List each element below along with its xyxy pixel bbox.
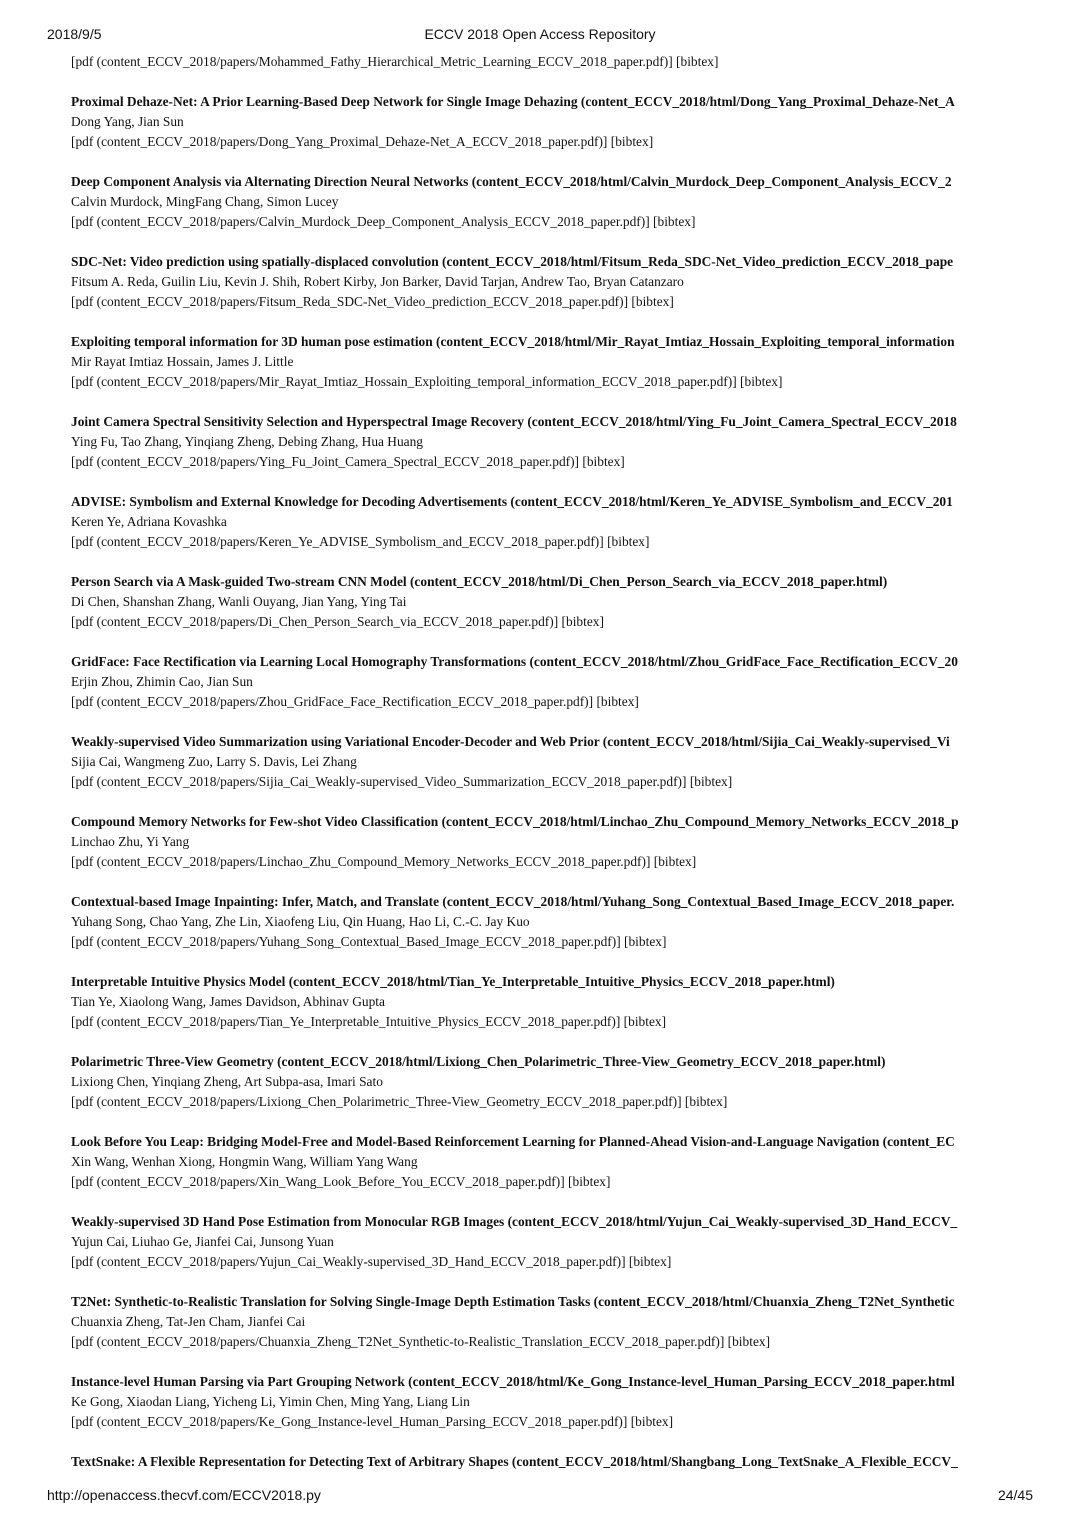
paper-title-link[interactable]: Weakly-supervised Video Summarization using Variational Encoder-Decoder and Web Prior (content_ECCV_2018/html/Sijia_Cai_Weakly-supervised_Vi [71, 734, 950, 749]
page-url: http://openaccess.thecvf.com/ECCV2018.py [47, 1487, 321, 1503]
pdf-link[interactable]: [pdf (content_ECCV_2018/papers/Ying_Fu_Joint_Camera_Spectral_ECCV_2018_paper.pdf)] [71, 454, 580, 469]
paper-entry [71, 1212, 1031, 1272]
bibtex-link[interactable]: [bibtex] [653, 214, 696, 229]
paper-entry [71, 252, 1031, 312]
pdf-link[interactable]: [pdf (content_ECCV_2018/papers/Linchao_Zhu_Compound_Memory_Networks_ECCV_2018_paper.pdf)] [71, 854, 651, 869]
paper-entry [71, 92, 1031, 152]
pdf-line [71, 692, 1031, 712]
paper-title-link[interactable]: Exploiting temporal information for 3D human pose estimation (content_ECCV_2018/html/Mir_Rayat_Imtiaz_Hossain_Exploiting_temporal_information [71, 334, 955, 349]
pdf-link[interactable]: [pdf (content_ECCV_2018/papers/Tian_Ye_Interpretable_Intuitive_Physics_ECCV_2018_paper.pdf)] [71, 1014, 621, 1029]
paper-title-link[interactable]: SDC-Net: Video prediction using spatially-displaced convolution (content_ECCV_2018/html/Fitsum_Reda_SDC-Net_Video_prediction_ECCV_2018_pape [71, 254, 954, 269]
bibtex-link[interactable]: [bibtex] [653, 854, 697, 869]
paper-authors: Yuhang Song, Chao Yang, Zhe Lin, Xiaofeng Liu, Qin Huang, Hao Li, C.-C. Jay Kuo [71, 914, 530, 929]
paper-entry [71, 1372, 1031, 1432]
pdf-link[interactable]: [pdf (content_ECCV_2018/papers/Lixiong_Chen_Polarimetric_Three-View_Geometry_ECCV_2018_paper.pdf)] [71, 1094, 682, 1109]
bibtex-link[interactable]: [bibtex] [631, 294, 674, 309]
pdf-line [71, 1252, 1031, 1272]
paper-authors: Lixiong Chen, Yinqiang Zheng, Art Subpa-asa, Imari Sato [71, 1074, 383, 1089]
pdf-link[interactable]: [pdf (content_ECCV_2018/papers/Di_Chen_Person_Search_via_ECCV_2018_paper.pdf)] [71, 614, 559, 629]
paper-title-link[interactable]: ADVISE: Symbolism and External Knowledge for Decoding Advertisements (content_ECCV_2018/html/Keren_Ye_ADVISE_Symbolism_and_ECCV_201 [71, 494, 953, 509]
paper-title-link[interactable]: Person Search via A Mask-guided Two-stream CNN Model (content_ECCV_2018/html/Di_Chen_Person_Search_via_ECCV_2018_paper.html) [71, 574, 888, 589]
bibtex-link[interactable]: [bibtex] [607, 534, 650, 549]
bibtex-link[interactable]: [bibtex] [582, 454, 625, 469]
paper-entry [71, 572, 1031, 632]
paper-title-link[interactable]: Interpretable Intuitive Physics Model (content_ECCV_2018/html/Tian_Ye_Interpretable_Intuitive_Physics_ECCV_2018_paper.html) [71, 974, 835, 989]
paper-authors: Keren Ye, Adriana Kovashka [71, 514, 227, 529]
paper-entry [71, 1292, 1031, 1352]
bibtex-link[interactable]: [bibtex] [630, 1414, 674, 1429]
paper-authors: Xin Wang, Wenhan Xiong, Hongmin Wang, William Yang Wang [71, 1154, 418, 1169]
pdf-line [71, 932, 1031, 952]
paper-list [71, 52, 1031, 1472]
pdf-line [71, 1172, 1031, 1192]
bibtex-link[interactable]: [bibtex] [628, 1254, 672, 1269]
paper-entry [71, 1052, 1031, 1112]
paper-entry [71, 1132, 1031, 1192]
paper-title-link[interactable]: Polarimetric Three-View Geometry (content_ECCV_2018/html/Lixiong_Chen_Polarimetric_Three-View_Geometry_ECCV_2018_paper.html) [71, 1054, 886, 1069]
paper-title-link[interactable]: GridFace: Face Rectification via Learning Local Homography Transformations (content_ECCV_2018/html/Zhou_GridFace_Face_Rectification_ECCV_20 [71, 654, 958, 669]
paper-authors: Calvin Murdock, MingFang Chang, Simon Lucey [71, 194, 339, 209]
pdf-link[interactable]: [pdf (content_ECCV_2018/papers/Ke_Gong_Instance-level_Human_Parsing_ECCV_2018_paper.pdf)] [71, 1414, 628, 1429]
bibtex-link[interactable]: [bibtex] [623, 1014, 667, 1029]
pdf-link[interactable]: [pdf (content_ECCV_2018/papers/Calvin_Murdock_Deep_Component_Analysis_ECCV_2018_paper.pdf)] [71, 214, 650, 229]
paper-entry [71, 332, 1031, 392]
paper-entry [71, 892, 1031, 952]
pdf-line [71, 132, 1031, 152]
pdf-link[interactable]: [pdf (content_ECCV_2018/papers/Sijia_Cai_Weakly-supervised_Video_Summarization_ECCV_2018_paper.pdf)] [71, 774, 687, 789]
paper-title-link[interactable]: Contextual-based Image Inpainting: Infer, Match, and Translate (content_ECCV_2018/html/Yuhang_Song_Contextual_Based_Image_ECCV_2018_paper. [71, 894, 955, 909]
paper-authors: Dong Yang, Jian Sun [71, 114, 184, 129]
paper-authors: Ke Gong, Xiaodan Liang, Yicheng Li, Yimin Chen, Ming Yang, Liang Lin [71, 1394, 470, 1409]
paper-title-link[interactable]: Joint Camera Spectral Sensitivity Selection and Hyperspectral Image Recovery (content_ECCV_2018/html/Ying_Fu_Joint_Camera_Spectral_ECCV_2018 [71, 414, 957, 429]
paper-title-link[interactable]: Look Before You Leap: Bridging Model-Free and Model-Based Reinforcement Learning for Planned-Ahead Vision-and-Language Navigation (content_EC [71, 1134, 955, 1149]
paper-entry [71, 732, 1031, 792]
pdf-line [71, 1012, 1031, 1032]
paper-entry [71, 172, 1031, 232]
paper-title-link[interactable]: Weakly-supervised 3D Hand Pose Estimation from Monocular RGB Images (content_ECCV_2018/html/Yujun_Cai_Weakly-supervised_3D_Hand_ECCV_ [71, 1214, 958, 1229]
paper-entry [71, 652, 1031, 712]
paper-authors: Sijia Cai, Wangmeng Zuo, Larry S. Davis, Lei Zhang [71, 754, 357, 769]
paper-title-link[interactable]: Proximal Dehaze-Net: A Prior Learning-Based Deep Network for Single Image Dehazing (content_ECCV_2018/html/Dong_Yang_Proximal_Dehaze-Net_A [71, 94, 955, 109]
paper-authors: Chuanxia Zheng, Tat-Jen Cham, Jianfei Cai [71, 1314, 306, 1329]
bibtex-link[interactable]: [bibtex] [610, 134, 654, 149]
pdf-line [71, 1412, 1031, 1432]
entry-list [71, 92, 1031, 1432]
pdf-line [71, 1332, 1031, 1352]
pdf-link[interactable]: [pdf (content_ECCV_2018/papers/Yujun_Cai_Weakly-supervised_3D_Hand_ECCV_2018_paper.pdf)] [71, 1254, 626, 1269]
print-date: 2018/9/5 [47, 26, 102, 42]
bibtex-link[interactable]: [bibtex] [727, 1334, 771, 1349]
page-title: ECCV 2018 Open Access Repository [424, 26, 656, 42]
pdf-line [71, 52, 1031, 72]
paper-authors: Fitsum A. Reda, Guilin Liu, Kevin J. Shih, Robert Kirby, Jon Barker, David Tarjan, Andrew Tao, Bryan Catanzaro [71, 274, 684, 289]
bibtex-link[interactable]: [bibtex] [561, 614, 604, 629]
pdf-line [71, 532, 1031, 552]
bibtex-link[interactable]: [bibtex] [689, 774, 733, 789]
paper-entry [71, 812, 1031, 872]
paper-title-link[interactable]: Compound Memory Networks for Few-shot Video Classification (content_ECCV_2018/html/Linchao_Zhu_Compound_Memory_Networks_ECCV_2018_p [71, 814, 959, 829]
pdf-link[interactable]: [pdf (content_ECCV_2018/papers/Mohammed_Fathy_Hierarchical_Metric_Learning_ECCV_2018_paper.pdf)] [71, 54, 673, 69]
paper-authors: Di Chen, Shanshan Zhang, Wanli Ouyang, Jian Yang, Ying Tai [71, 594, 407, 609]
pdf-link[interactable]: [pdf (content_ECCV_2018/papers/Xin_Wang_Look_Before_You_ECCV_2018_paper.pdf)] [71, 1174, 565, 1189]
paper-authors: Yujun Cai, Liuhao Ge, Jianfei Cai, Junsong Yuan [71, 1234, 334, 1249]
pdf-link[interactable]: [pdf (content_ECCV_2018/papers/Yuhang_Song_Contextual_Based_Image_ECCV_2018_paper.pdf)] [71, 934, 621, 949]
pdf-link[interactable]: [pdf (content_ECCV_2018/papers/Mir_Rayat_Imtiaz_Hossain_Exploiting_temporal_information_ECCV_2018_paper.pdf)] [71, 374, 737, 389]
pdf-link[interactable]: [pdf (content_ECCV_2018/papers/Fitsum_Reda_SDC-Net_Video_prediction_ECCV_2018_paper.pdf)] [71, 294, 629, 309]
bibtex-link[interactable]: [bibtex] [624, 934, 667, 949]
paper-entry [71, 412, 1031, 472]
pdf-line [71, 452, 1031, 472]
paper-authors: Erjin Zhou, Zhimin Cao, Jian Sun [71, 674, 253, 689]
paper-title-link[interactable]: Instance-level Human Parsing via Part Grouping Network (content_ECCV_2018/html/Ke_Gong_Instance-level_Human_Parsing_ECCV_2018_paper.html [71, 1374, 955, 1389]
paper-title-link[interactable]: T2Net: Synthetic-to-Realistic Translation for Solving Single-Image Depth Estimation Tasks (content_ECCV_2018/html/Chuanxia_Zheng_T2Net_Synthetic [71, 1294, 955, 1309]
paper-authors: Mir Rayat Imtiaz Hossain, James J. Little [71, 354, 294, 369]
pdf-line [71, 772, 1031, 792]
bibtex-link[interactable]: [bibtex] [740, 374, 783, 389]
bibtex-link[interactable]: [bibtex] [596, 694, 639, 709]
paper-authors: Ying Fu, Tao Zhang, Yinqiang Zheng, Debing Zhang, Hua Huang [71, 434, 423, 449]
paper-entry [71, 492, 1031, 552]
pdf-link[interactable]: [pdf (content_ECCV_2018/papers/Keren_Ye_ADVISE_Symbolism_and_ECCV_2018_paper.pdf)] [71, 534, 604, 549]
pdf-line [71, 612, 1031, 632]
bibtex-link[interactable]: [bibtex] [684, 1094, 728, 1109]
pdf-line [71, 372, 1031, 392]
bibtex-link[interactable]: [bibtex] [676, 54, 719, 69]
page-number: 24/45 [997, 1487, 1033, 1503]
pdf-line [71, 212, 1031, 232]
pdf-line [71, 292, 1031, 312]
paper-title-link[interactable]: TextSnake: A Flexible Representation for Detecting Text of Arbitrary Shapes (content_ECCV_2018/html/Shangbang_Long_TextSnake_A_Flexible_ECCV_ [71, 1454, 958, 1469]
pdf-line [71, 852, 1031, 872]
bibtex-link[interactable]: [bibtex] [568, 1174, 611, 1189]
pdf-line [71, 1092, 1031, 1112]
paper-authors: Tian Ye, Xiaolong Wang, James Davidson, Abhinav Gupta [71, 994, 385, 1009]
pdf-link[interactable]: [pdf (content_ECCV_2018/papers/Zhou_GridFace_Face_Rectification_ECCV_2018_paper.pdf)] [71, 694, 594, 709]
paper-authors: Linchao Zhu, Yi Yang [71, 834, 190, 849]
paper-title-link[interactable]: Deep Component Analysis via Alternating Direction Neural Networks (content_ECCV_2018/html/Calvin_Murdock_Deep_Component_Analysis_ECCV_2 [71, 174, 952, 189]
pdf-link[interactable]: [pdf (content_ECCV_2018/papers/Chuanxia_Zheng_T2Net_Synthetic-to-Realistic_Translation_ECCV_2018_paper.pdf)] [71, 1334, 725, 1349]
paper-entry [71, 972, 1031, 1032]
pdf-link[interactable]: [pdf (content_ECCV_2018/papers/Dong_Yang_Proximal_Dehaze-Net_A_ECCV_2018_paper.pdf)] [71, 134, 608, 149]
